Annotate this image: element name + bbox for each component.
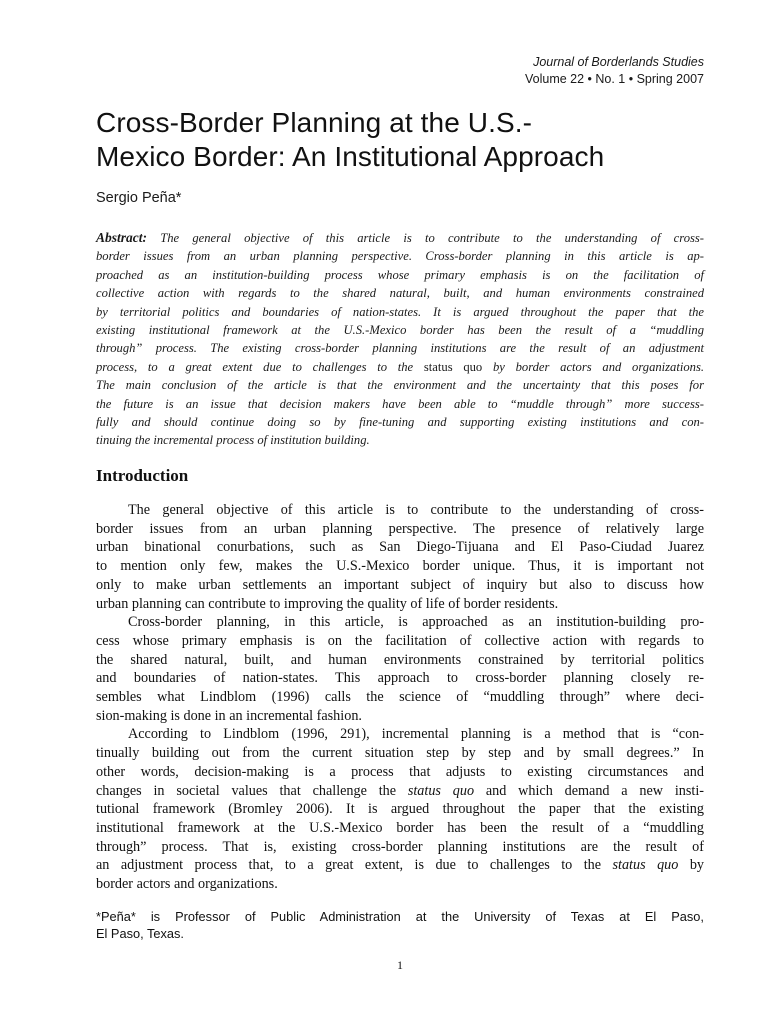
body-line: and boundaries of nation-states. This approach to cross-border planning closely re- [96,670,704,687]
body-line: institutional framework at the U.S.-Mexico border has been the result of a “muddling [96,819,704,836]
abstract-line: collective action with regards to the shared natural, built, and human environments constrained [96,286,704,301]
abstract-line: The main conclusion of the article is that the environment and the uncertainty that this poses for [96,378,704,393]
body-line: urban planning can contribute to improving the quality of life of border residents. [96,595,559,612]
abstract-line: existing institutional framework at the U.S.-Mexico border has been the result of a “muddling [96,323,704,338]
body-line: border actors and organizations. [96,876,278,893]
body-line: sembles what Lindblom (1996) calls the science of “muddling through” where deci- [96,689,704,706]
body-line: The general objective of this article is to contribute to the understanding of cross- [128,502,704,518]
body-line: According to Lindblom (1996, 291), incremental planning is a method that is “con- [128,726,704,743]
body-line: only to make urban settlements an important subject of inquiry but also to discuss how [96,576,704,593]
status-quo-term: status quo [612,857,679,874]
title-line-1: Cross-Border Planning at the U.S.- [96,107,533,138]
page-number: 1 [397,958,403,972]
title-line-2: Mexico Border: An Institutional Approach [96,141,605,172]
abstract-line: fully and should continue doing so by fine-tuning and supporting existing institutions and con- [96,415,704,430]
abstract-line: the future is an issue that decision makers have been able to “muddle through” more success- [96,396,704,411]
body-line: Cross-border planning, in this article, is approached as an institution-building pro- [128,614,704,631]
body-line: sion-making is done in an incremental fashion. [96,707,362,724]
body-line: changes in societal values that challenge the status quo and which demand a new insti- [96,782,704,799]
body-line: to mention only few, makes the U.S.-Mexico border unique. Thus, it is important not [96,558,704,575]
abstract-line: border issues from an urban planning perspective. Cross-border planning in this article is ap- [96,249,704,264]
abstract-line: through” process. The existing cross-border planning institutions are the result of an adjustment [96,341,704,356]
body-line: tutional framework (Bromley 2006). It is argued throughout the paper that the existing [96,801,704,818]
introduction-body [96,501,704,894]
author-name: Sergio Peña* [96,190,182,206]
journal-header [525,54,704,88]
footnote-line: *Peña* is Professor of Public Administration at the University of Texas at El Paso, [96,909,704,924]
abstract-line: proached as an institution-building process whose primary emphasis is on the facilitation of [96,267,704,282]
body-line: an adjustment process that, to a great extent, is due to challenges to the status quo by [96,857,704,874]
status-quo-term: status quo [407,782,475,799]
body-line: other words, decision-making is a process that adjusts to existing circumstances and [96,763,704,780]
article-title [96,106,704,174]
abstract-line: by territorial politics and boundaries of nation-states. It is argued throughout the paper that the [96,304,704,319]
abstract-line: tinuing the incremental process of institution building. [96,433,370,448]
body-line: the shared natural, built, and human environments constrained by territorial politics [96,651,704,668]
body-line: cess whose primary emphasis is on the facilitation of collective action with regards to [96,632,704,649]
abstract-line: process, to a great extent due to challenges to the status quo by border actors and organizations. [96,359,704,374]
journal-volume-issue: Volume 22 • No. 1 • Spring 2007 [524,72,704,86]
body-line: urban binational conurbations, such as San Diego-Tijuana and El Paso-Ciudad Juarez [96,539,704,556]
body-line: tinually building out from the current situation step by step and by small degrees.” In [96,745,704,762]
section-heading-introduction: Introduction [96,466,189,485]
status-quo-term: status quo [423,359,483,374]
abstract [96,229,704,450]
abstract-line: Abstract: The general objective of this article is to contribute to the understanding of cross- [96,230,704,245]
body-line: through” process. That is, existing cross-border planning institutions are the result of [96,838,704,855]
author-footnote [96,908,704,942]
footnote-line: El Paso, Texas. [96,926,184,941]
abstract-label: Abstract: [96,230,148,245]
journal-name: Journal of Borderlands Studies [533,55,704,69]
body-line: border issues from an urban planning perspective. The presence of relatively large [96,520,704,537]
